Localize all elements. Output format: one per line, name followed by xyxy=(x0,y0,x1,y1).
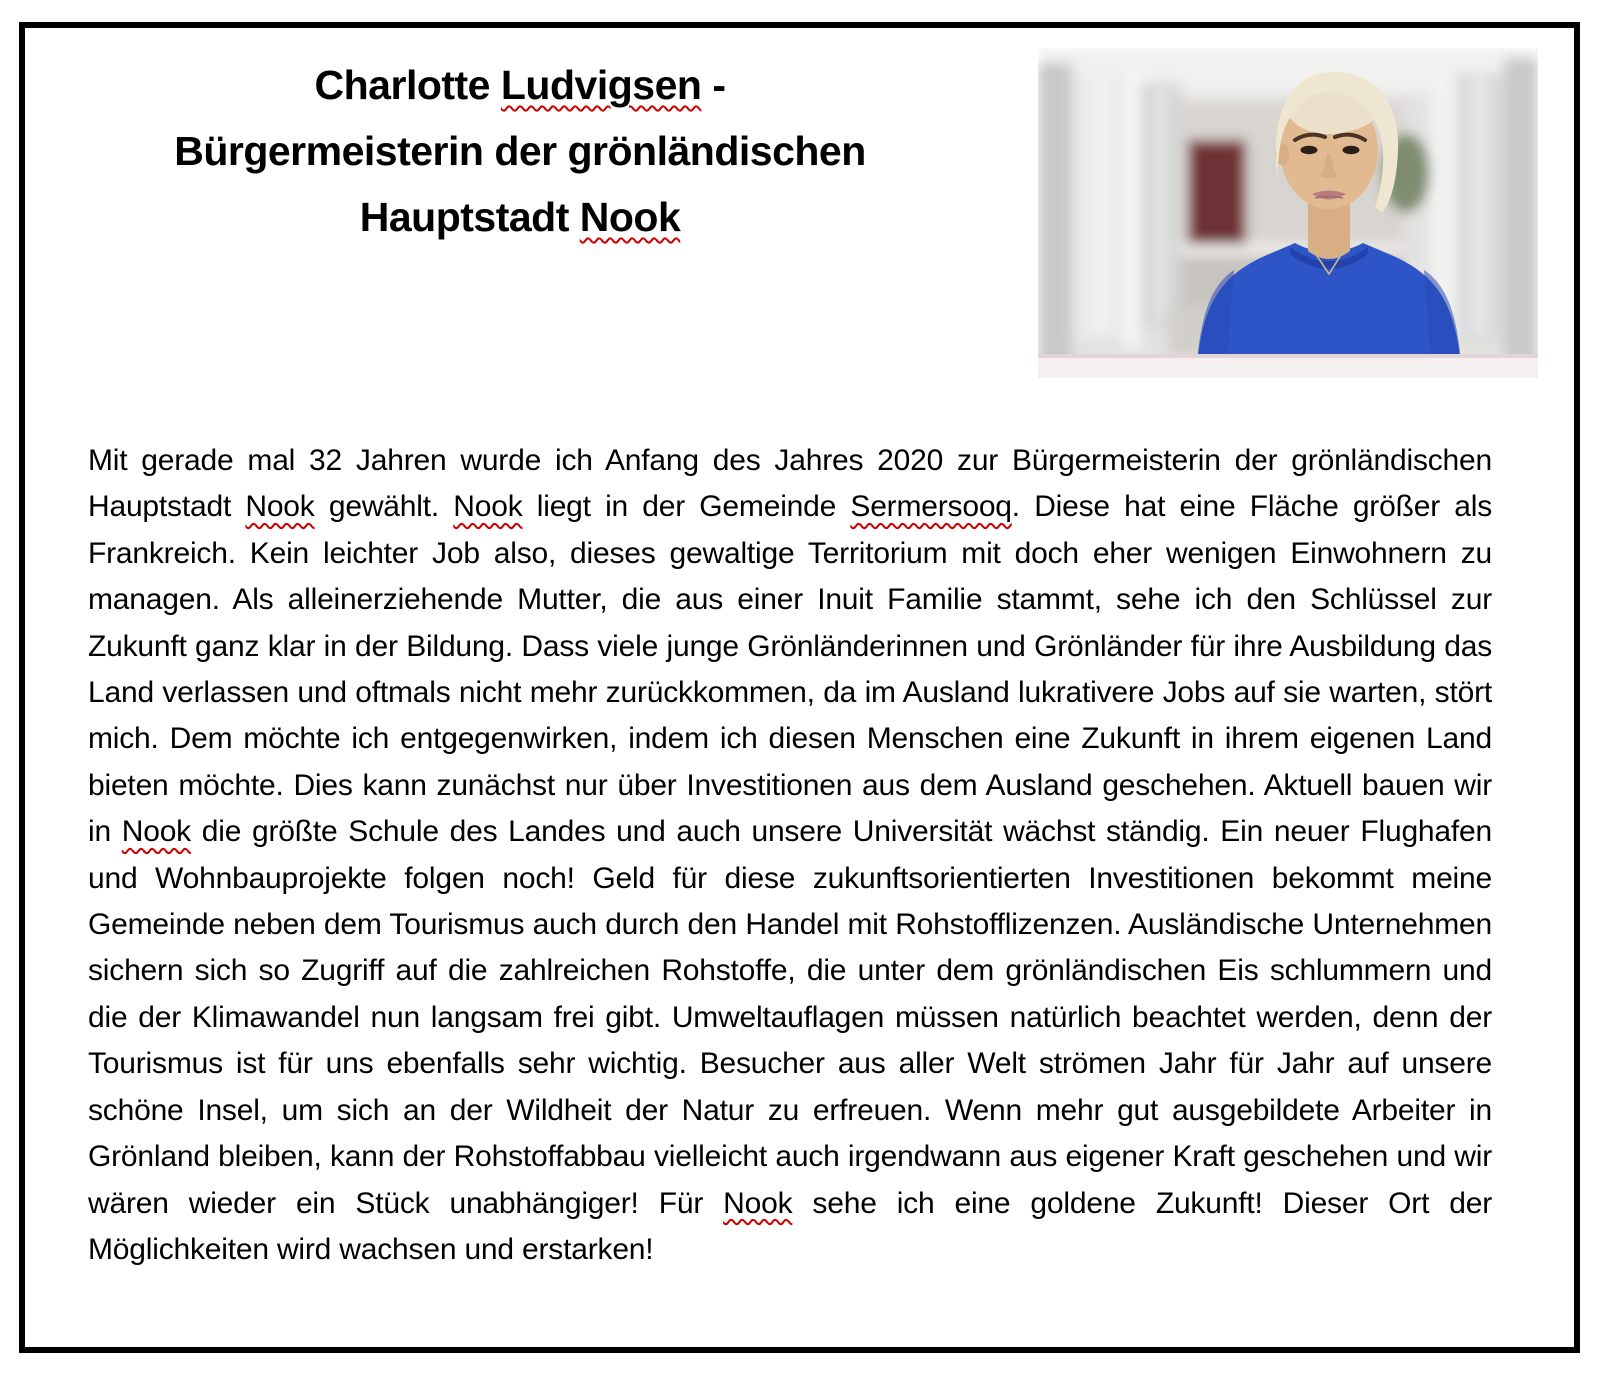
misspelled-word: Ludvigsen xyxy=(500,62,702,108)
misspelled-word: Nook xyxy=(723,1186,793,1220)
misspelled-word: Nook xyxy=(579,194,681,240)
misspelled-word: Sermersooq xyxy=(850,490,1012,524)
text-run: sehe ich eine goldene Zukunft! Dieser Ort der Möglichkeiten wird wachsen und erstarken! xyxy=(88,1186,1493,1266)
text-run: Hauptstadt xyxy=(359,194,580,240)
portrait-photo xyxy=(1038,48,1538,378)
page-title-line-1 xyxy=(70,52,970,118)
text-run: - xyxy=(701,62,726,108)
text-run: Bürgermeisterin der grönländischen xyxy=(174,128,866,174)
page-title-line-3 xyxy=(70,184,970,250)
misspelled-word: Nook xyxy=(245,490,315,524)
body-paragraph xyxy=(88,438,1492,1273)
text-run: liegt in der Gemeinde xyxy=(522,490,851,524)
text-run: die größte Schule des Landes und auch unsere Universität wächst ständig. Ein neuer Flughafen und Wohnbauprojekte folgen noch! Geld für diese zukunftsorientierten Investitionen bekommt meine Gemeinde neben dem Tourismus auch durch den Handel mit Rohstofflizenzen. Ausländische Unternehmen sichern sich so Zugriff auf die zahlreichen Rohstoffe, die unter dem grönländischen Eis schlummern und die der Klimawandel nun langsam frei gibt. Umweltauflagen müssen natürlich beachtet werden, denn der Tourismus ist für uns ebenfalls sehr wichtig. Besucher aus aller Welt strömen Jahr für Jahr auf unsere schöne Insel, um sich an der Wildheit der Natur zu erfreuen. Wenn mehr gut ausgebildete Arbeiter in Grönland bleiben, kann der Rohstoffabbau vielleicht auch irgendwann aus eigener Kraft geschehen und wir wären wieder ein Stück unabhängiger! Für xyxy=(88,815,1492,1220)
misspelled-word: Nook xyxy=(121,815,191,849)
page-title xyxy=(70,52,970,250)
misspelled-word: Nook xyxy=(453,490,523,524)
text-run: gewählt. xyxy=(314,490,454,524)
page-title-line-2 xyxy=(70,118,970,184)
text-run: . Diese hat eine Fläche größer als Frankreich. Kein leichter Job also, dieses gewaltige Territorium mit doch eher wenigen Einwohnern zu managen. Als alleinerziehende Mutter, die aus einer Inuit Familie stammt, sehe ich den Schlüssel zur Zukunft ganz klar in der Bildung. Dass viele junge Grönländerinnen und Grönländer für ihre Ausbildung das Land verlassen und oftmals nicht mehr zurückkommen, da im Ausland lukrativere Jobs auf sie warten, stört mich. Dem möchte ich entgegenwirken, indem ich diesen Menschen eine Zukunft in ihrem eigenen Land bieten möchte. Dies kann zunächst nur über Investitionen aus dem Ausland geschehen. Aktuell bauen wir in xyxy=(88,490,1492,849)
text-run: Charlotte xyxy=(314,62,501,108)
foreground-railing xyxy=(1038,354,1538,378)
text-run: Mit gerade mal 32 Jahren wurde ich Anfang des Jahres 2020 zur Bürgermeisterin der grönländischen Hauptstadt xyxy=(88,444,1492,524)
